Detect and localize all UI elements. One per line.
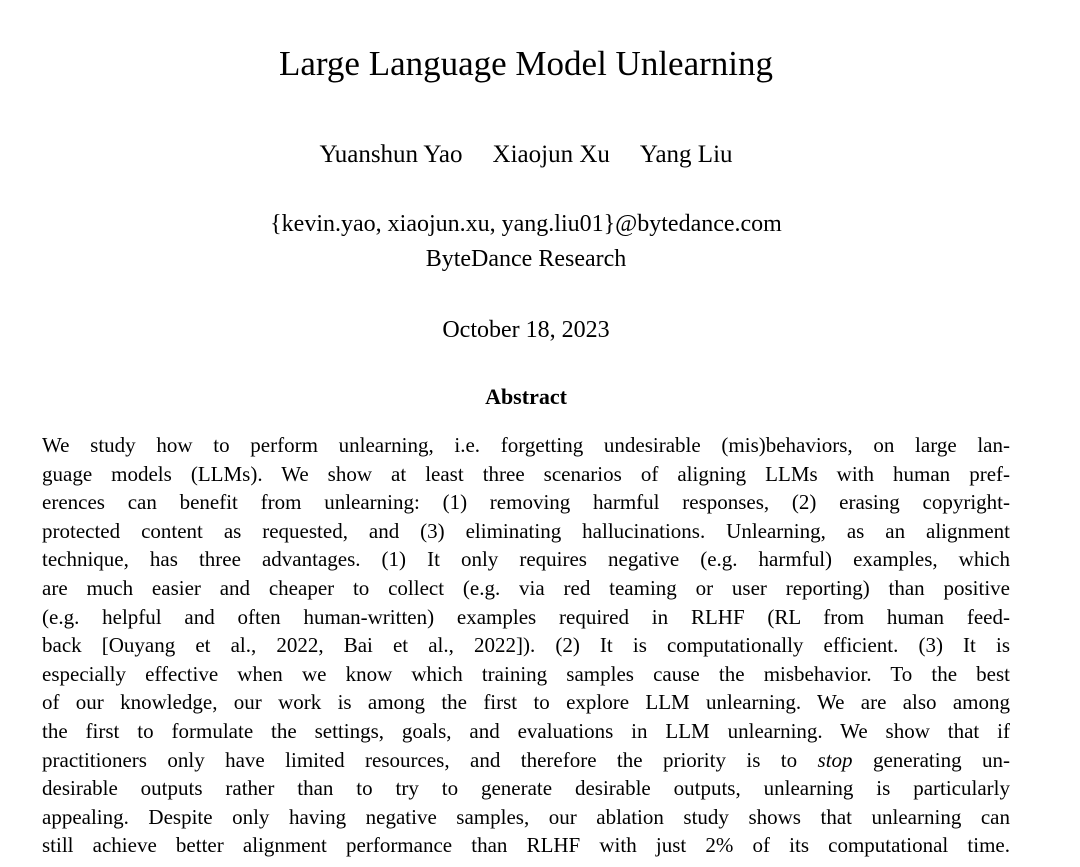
affiliation-line: ByteDance Research <box>425 246 627 272</box>
abstract-line: erences can benefit from unlearning: (1) removing harmful responses, (2) erasing copyright- <box>42 490 1010 515</box>
email-line: {kevin.yao, xiaojun.xu, yang.liu01}@bytedance.com <box>270 211 782 237</box>
abstract-line-post: generating un- <box>852 747 1010 772</box>
abstract-heading: Abstract <box>485 384 567 409</box>
abstract-line: of our knowledge, our work is among the first to explore LLM unlearning. We are also among <box>42 690 1010 715</box>
abstract-line-pre: practitioners only have limited resources, and therefore the priority is to <box>42 747 818 772</box>
italic-stop-word: stop <box>817 747 853 772</box>
author-name: Xiaojun Xu <box>492 141 610 168</box>
abstract-line: are much easier and cheaper to collect (e.g. via red teaming or user reporting) than positive <box>42 575 1010 600</box>
abstract-line: protected content as requested, and (3) eliminating hallucinations. Unlearning, as an alignment <box>42 518 1010 543</box>
author-name: Yuanshun Yao <box>319 141 463 168</box>
abstract-line: guage models (LLMs). We show at least three scenarios of aligning LLMs with human pref- <box>42 461 1010 486</box>
abstract-line: back [Ouyang et al., 2022, Bai et al., 2022]). (2) It is computationally efficient. (3) It is <box>42 633 1010 658</box>
contact-block <box>42 207 1010 277</box>
abstract-line: appealing. Despite only having negative samples, our ablation study shows that unlearning can <box>42 804 1010 829</box>
authors-line <box>42 142 1010 168</box>
date-line: October 18, 2023 <box>442 317 610 343</box>
abstract-line: desirable outputs rather than to try to generate desirable outputs, unlearning is particularly <box>42 776 1010 801</box>
abstract-line: still achieve better alignment performance than RLHF with just 2% of its computational time. <box>42 833 1010 858</box>
paper-page <box>42 0 1010 860</box>
page-title: Large Language Model Unlearning <box>278 44 774 83</box>
abstract-paragraph <box>42 431 1010 860</box>
abstract-line-with-italic <box>42 746 1010 775</box>
author-name: Yang Liu <box>639 141 733 168</box>
abstract-line: technique, has three advantages. (1) It only requires negative (e.g. harmful) examples, which <box>42 547 1010 572</box>
abstract-line: We study how to perform unlearning, i.e. forgetting undesirable (mis)behaviors, on large lan- <box>42 433 1010 457</box>
abstract-line: (e.g. helpful and often human-written) examples required in RLHF (RL from human feed- <box>42 604 1010 629</box>
abstract-line: especially effective when we know which training samples cause the misbehavior. To the best <box>42 661 1010 686</box>
abstract-line: the first to formulate the settings, goals, and evaluations in LLM unlearning. We show that if <box>42 718 1010 743</box>
